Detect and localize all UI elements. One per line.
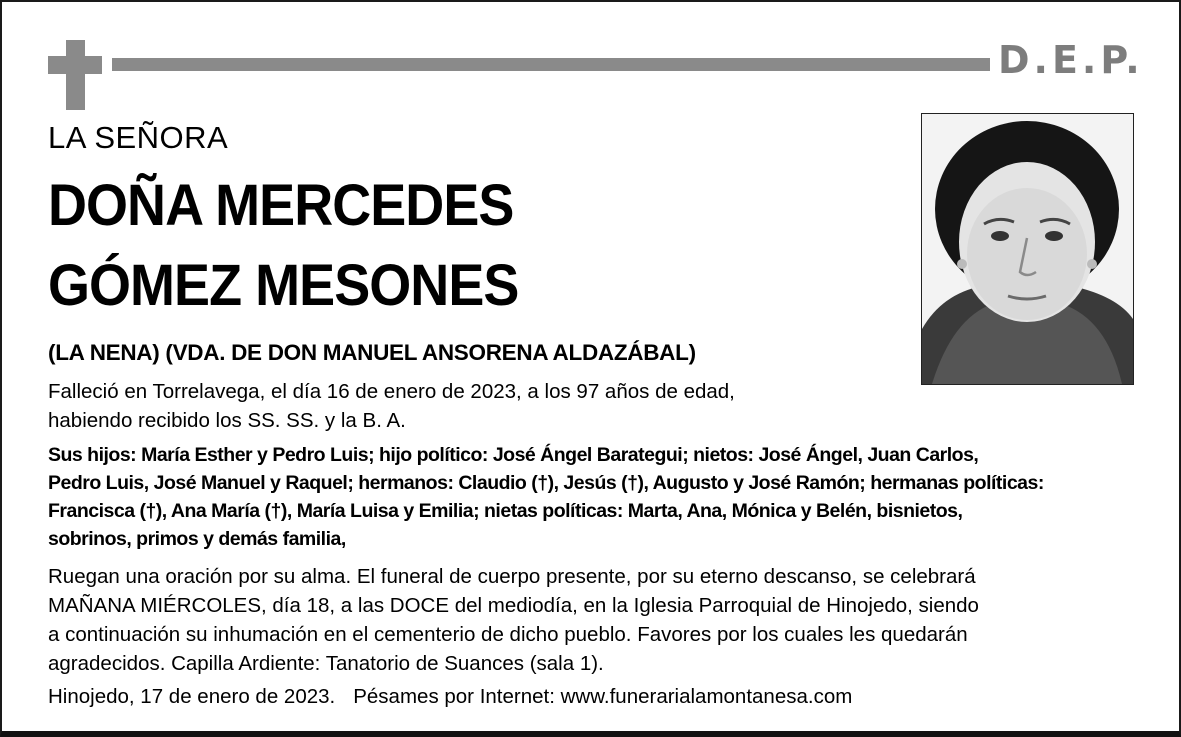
funeral-line: Ruegan una oración por su alma. El funeral de cuerpo presente, por su eterno descanso, se celebrará: [48, 565, 976, 588]
funeral-line: MAÑANA MIÉRCOLES, día 18, a las DOCE del mediodía, en la Iglesia Parroquial de Hinojedo, siendo: [48, 594, 979, 617]
death-notice-line: Falleció en Torrelavega, el día 16 de enero de 2023, a los 97 años de edad,: [48, 380, 735, 403]
condolences-web: Pésames por Internet: www.funerarialamontanesa.com: [353, 685, 853, 708]
portrait-photo-icon: [922, 114, 1133, 384]
death-notice-line: habiendo recibido los SS. SS. y la B. A.: [48, 409, 406, 432]
footer: [48, 682, 852, 711]
family-line: Francisca (†), Ana María (†), María Luisa y Emilia; nietas políticas: Marta, Ana, Mónica y Belén, bisnietos,: [48, 500, 963, 522]
place-date: Hinojedo, 17 de enero de 2023.: [48, 685, 336, 708]
funeral-line: a continuación su inhumación en el cementerio de dicho pueblo. Favores por los cuales les quedarán: [48, 623, 968, 646]
cross-icon-bar: [48, 56, 102, 74]
cross-icon: [66, 40, 85, 110]
rip-label: D.E.P.: [998, 38, 1144, 82]
family-line: sobrinos, primos y demás familia,: [48, 528, 346, 550]
deceased-name-line-1: DOÑA MERCEDES: [48, 173, 514, 238]
funeral-line: agradecidos. Capilla Ardiente: Tanatorio de Suances (sala 1).: [48, 652, 604, 675]
portrait-photo: [921, 113, 1134, 385]
honorific: LA SEÑORA: [48, 120, 229, 155]
family-line: Pedro Luis, José Manuel y Raquel; hermanos: Claudio (†), Jesús (†), Augusto y José Ramón; hermanas políticas:: [48, 472, 1044, 494]
family-line: Sus hijos: María Esther y Pedro Luis; hijo político: José Ángel Barategui; nietos: José Ángel, Juan Carlos,: [48, 444, 979, 466]
deceased-name-line-2: GÓMEZ MESONES: [48, 253, 519, 318]
header-rule: [112, 58, 990, 71]
deceased-subtitle: (LA NENA) (VDA. DE DON MANUEL ANSORENA ALDAZÁBAL): [48, 340, 696, 365]
